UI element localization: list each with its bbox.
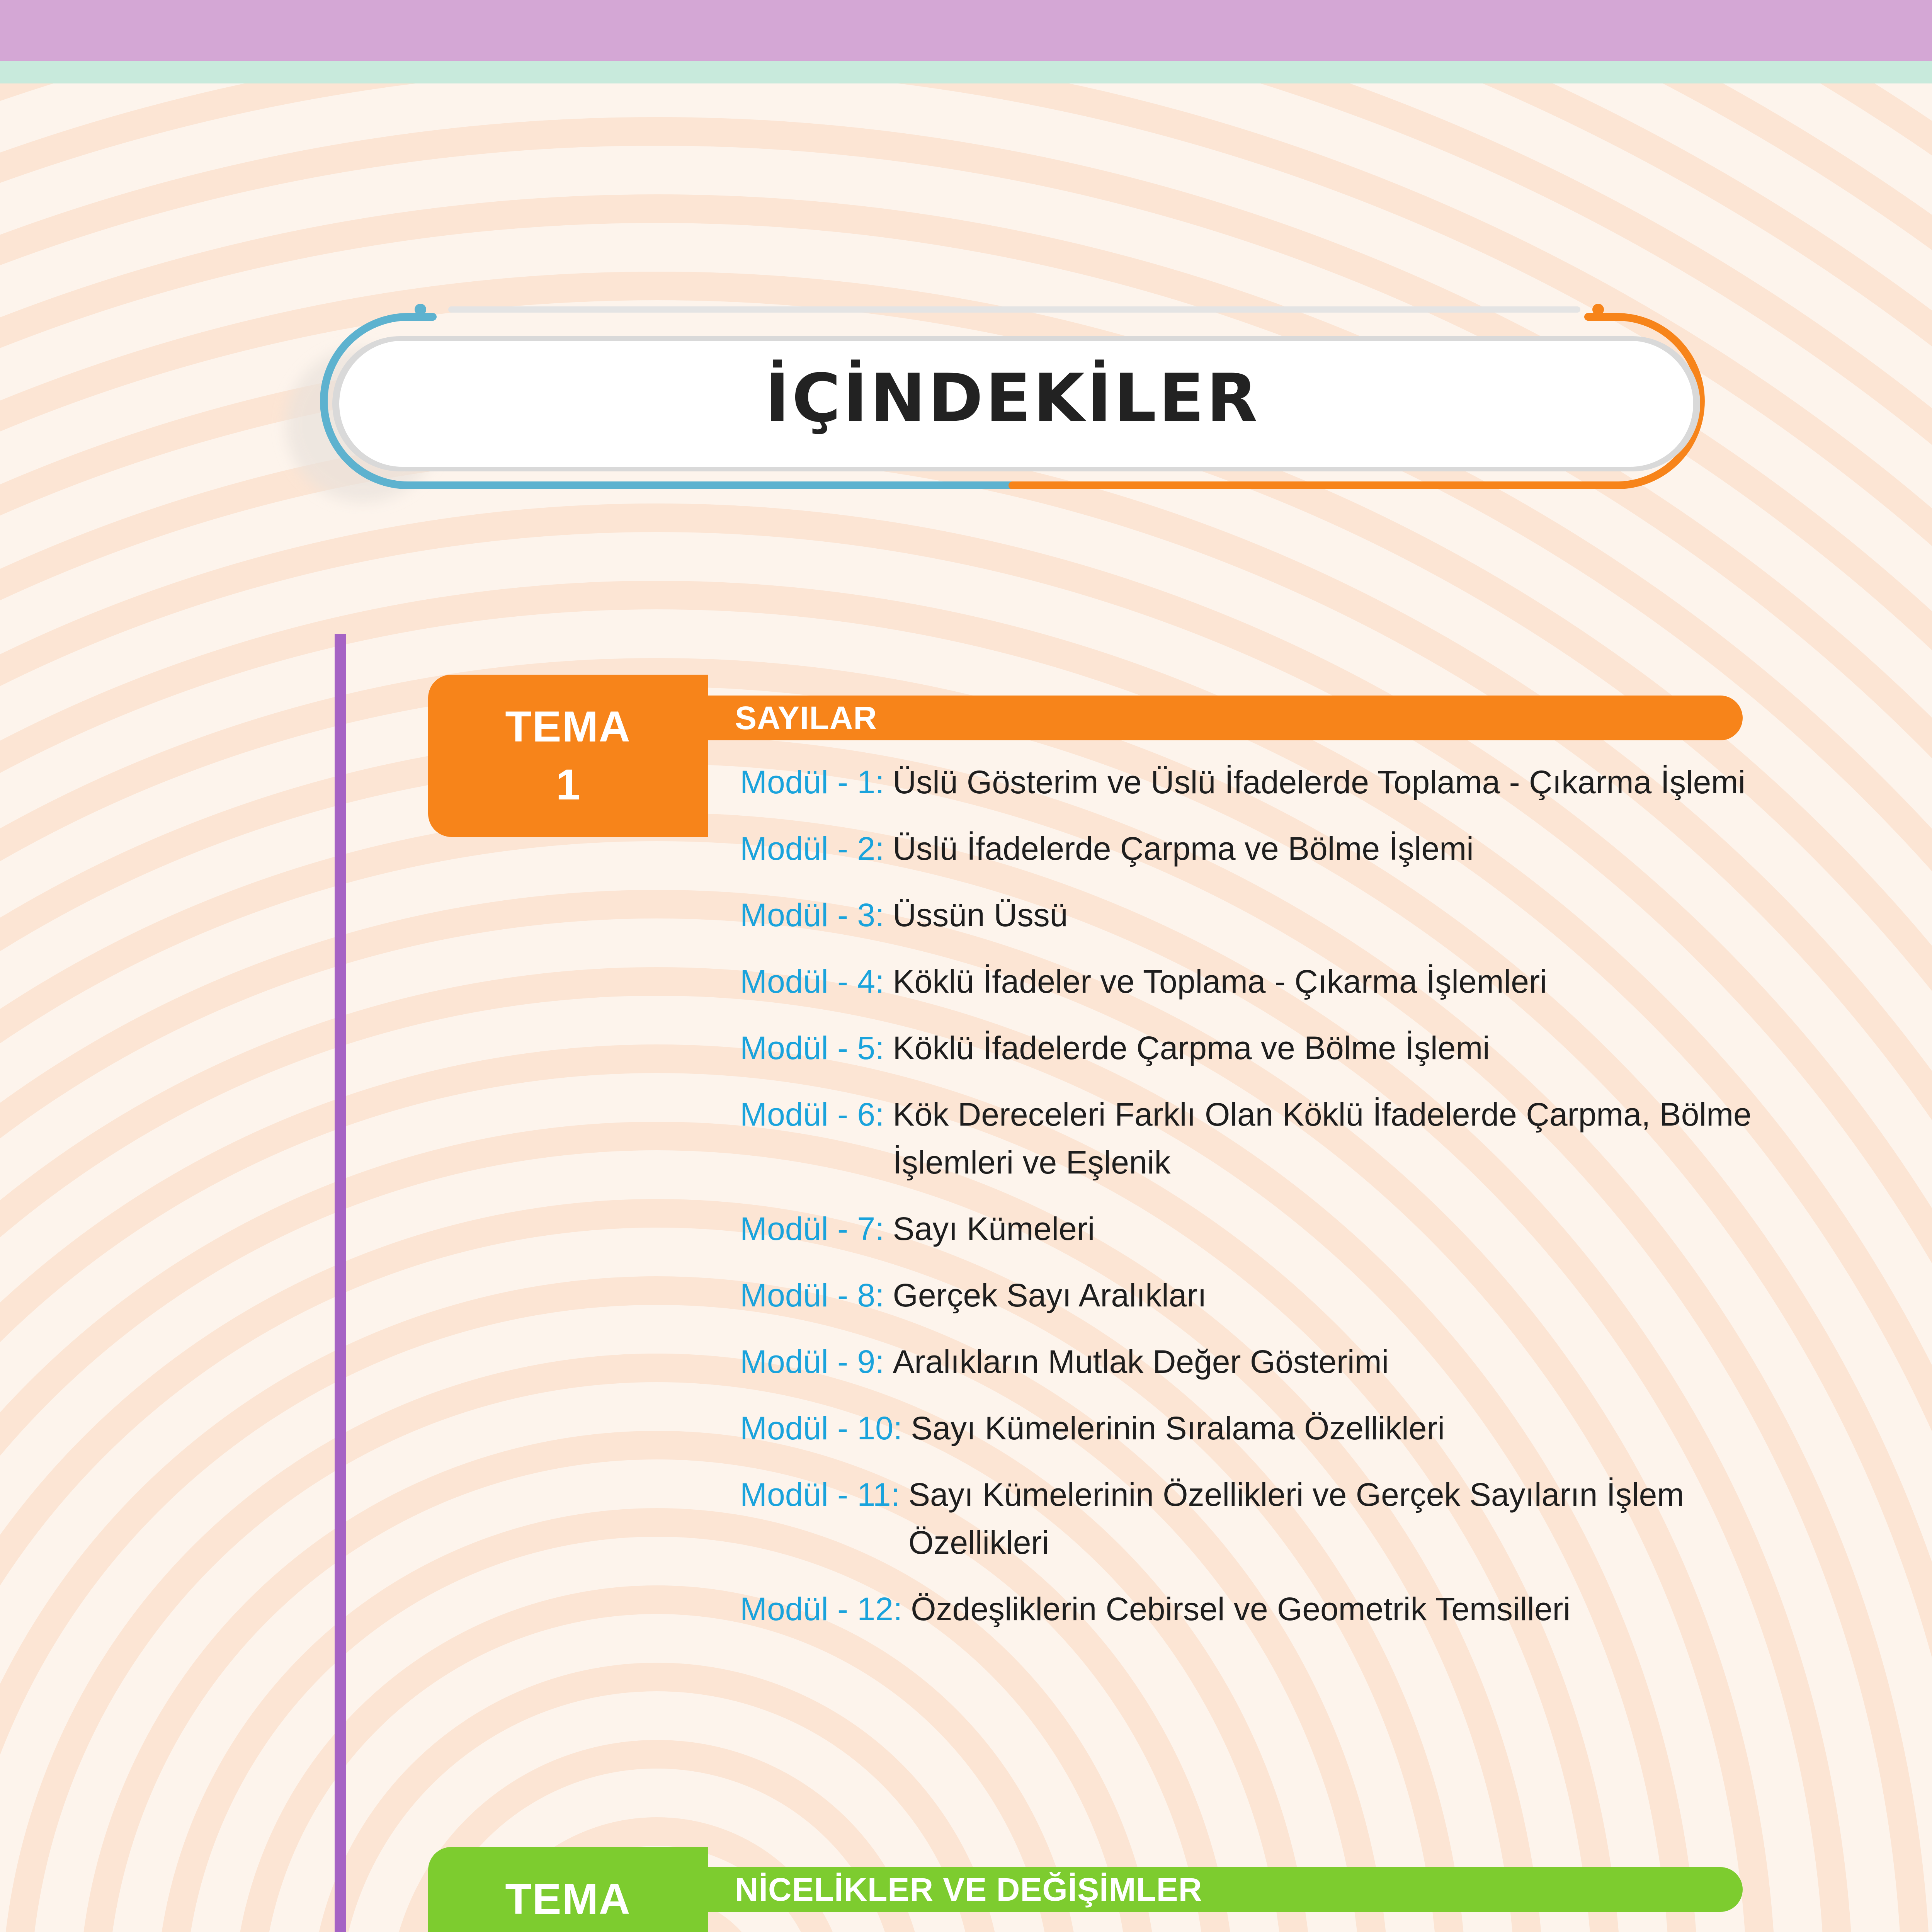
module-number: Modül - 8: [740,1277,884,1313]
module-item[interactable] [740,1090,1760,1186]
tema-2-word: TEMA [505,1875,631,1923]
section-1-title-bar [708,696,1743,740]
module-item[interactable] [740,1585,1760,1633]
module-number: Modül - 11: [740,1476,900,1513]
module-number: Modül - 12: [740,1591,903,1627]
tema-1-number: 1 [556,760,580,809]
section-2-title: NİCELİKLER VE DEĞİŞİMLER [735,1871,1202,1908]
module-item[interactable] [740,758,1760,806]
tema-1-word: TEMA [505,702,631,751]
module-number: Modül - 7: [740,1211,884,1247]
module-title: Üssün Üssü [893,897,1068,933]
section-1-module-list [740,758,1760,1651]
section-2-title-bar [708,1867,1743,1912]
module-number: Modül - 3: [740,897,884,933]
module-item[interactable] [740,1471,1760,1566]
module-title: Kök Dereceleri Farklı Olan Köklü İfadelerde Çarpma, Bölme İşlemleri ve Eşlenik [893,1096,1752,1180]
module-item[interactable] [740,1930,1760,1932]
module-title: Sayı Kümelerinin Sıralama Özellikleri [911,1410,1445,1446]
top-color-band [0,0,1932,61]
module-title: Köklü İfadelerde Çarpma ve Bölme İşlemi [893,1030,1490,1066]
module-title [893,1930,1760,1932]
module-title: Sayı Kümeleri [893,1211,1095,1247]
module-title: Aralıkların Mutlak Değer Gösterimi [893,1344,1389,1380]
module-number: Modül - 6: [740,1096,884,1133]
tema-1-badge [428,675,708,837]
page-title: İÇİNDEKİLER [765,359,1260,437]
module-item[interactable] [740,1205,1760,1253]
module-item[interactable] [740,1404,1760,1452]
top-secondary-band [0,61,1932,83]
tema-2-number [556,1928,580,1932]
module-number: Modül - 4: [740,963,884,1000]
module-title: Üslü Gösterim ve Üslü İfadelerde Toplama - Çıkarma İşlemi [893,764,1746,800]
vertical-rule [335,634,346,1932]
module-title: Köklü İfadeler ve Toplama - Çıkarma İşlemleri [893,963,1547,1000]
module-title: Gerçek Sayı Aralıkları [893,1277,1207,1313]
module-item[interactable] [740,957,1760,1005]
module-number [740,1930,893,1932]
module-item[interactable] [740,1024,1760,1072]
module-title: Üslü İfadelerde Çarpma ve Bölme İşlemi [893,830,1474,867]
module-number: Modül - 2: [740,830,884,867]
module-item[interactable] [740,1338,1760,1386]
module-title: Sayı Kümelerinin Özellikleri ve Gerçek Sayıların İşlem Özellikleri [908,1476,1684,1561]
section-2-module-list [740,1930,1760,1932]
module-item[interactable] [740,891,1760,939]
module-number: Modül - 10: [740,1410,903,1446]
module-item[interactable] [740,1271,1760,1319]
tema-2-badge [428,1847,708,1932]
section-1-title: SAYILAR [735,699,877,736]
module-title: Özdeşliklerin Cebirsel ve Geometrik Temsilleri [911,1591,1571,1627]
module-number: Modül - 5: [740,1030,884,1066]
module-number: Modül - 9: [740,1344,884,1380]
module-number: Modül - 1: [740,764,884,800]
module-item[interactable] [740,825,1760,872]
